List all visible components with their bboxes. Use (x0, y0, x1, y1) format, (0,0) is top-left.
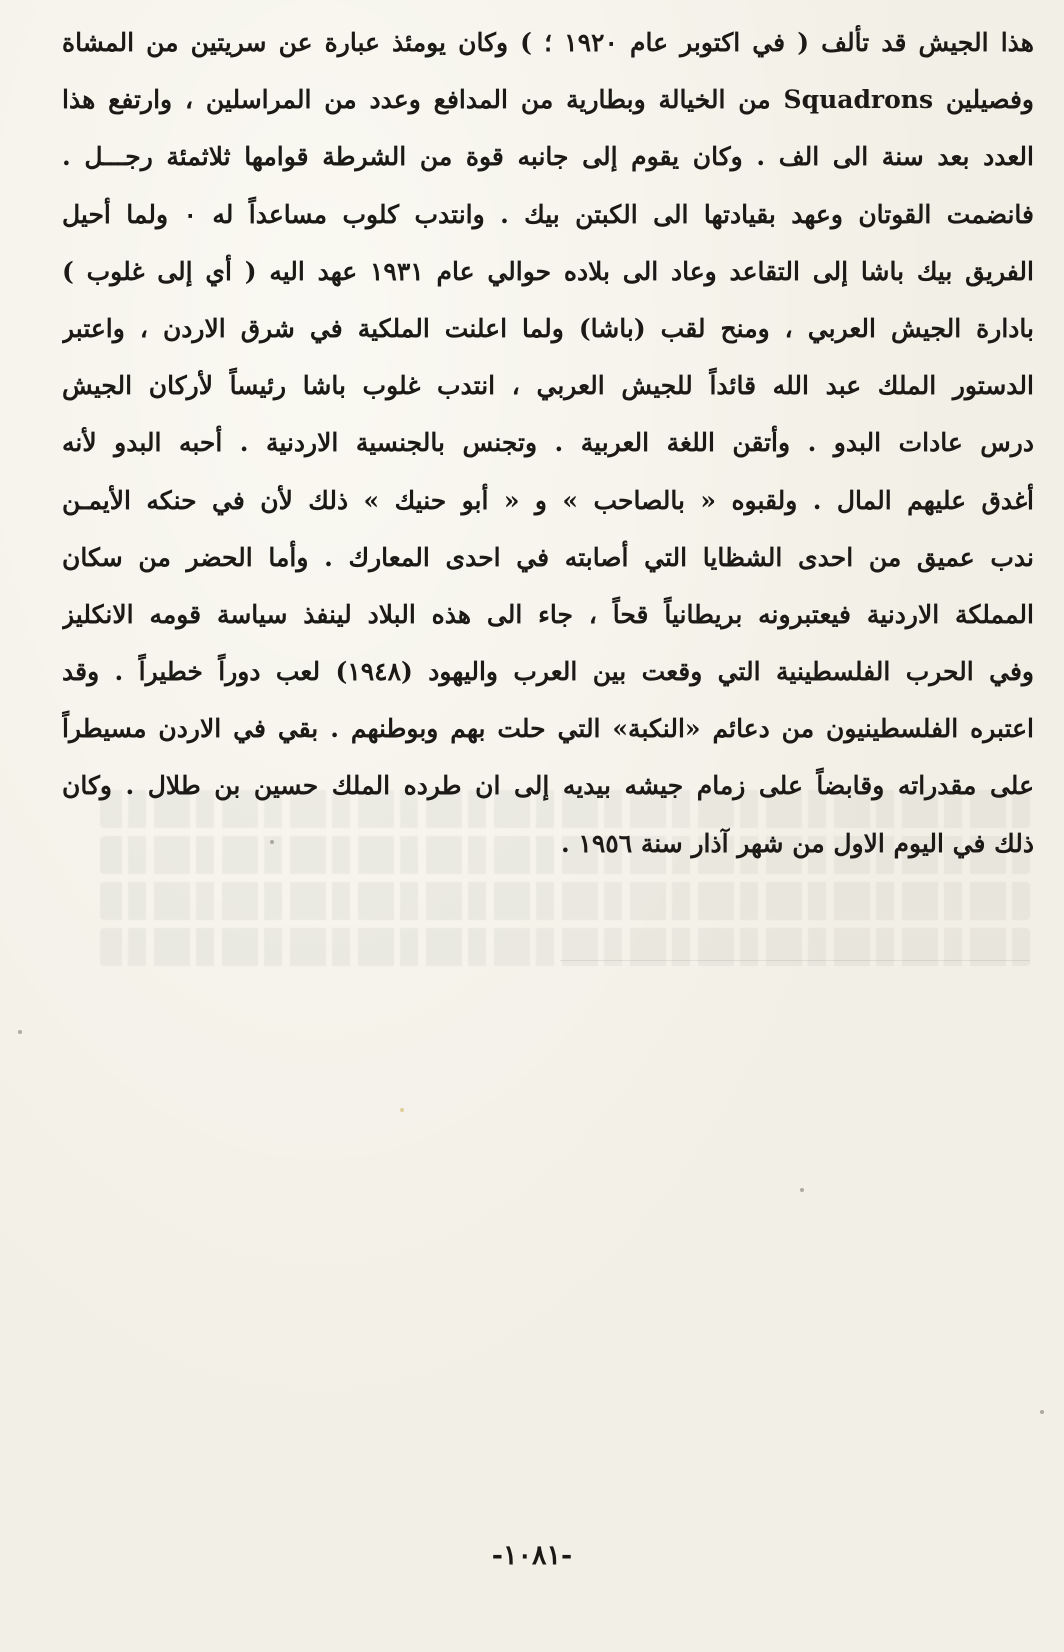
paper-speck (800, 1188, 804, 1192)
text-line: وفصيلين Squadrons من الخيالة وبطارية من المدافع وعدد من المراسلين ، وارتفع هذا (62, 85, 1034, 115)
text-line: وفي الحرب الفلسطينية التي وقعت بين العرب واليهود (١٩٤٨) لعب دوراً خطيراً . وقد (62, 657, 1034, 687)
text-line: أغدق عليهم المال . ولقبوه « بالصاحب » و « أبو حنيك » ذلك لأن في حنكه الأيمـن (62, 485, 1034, 515)
text-line: هذا الجيش قد تألف ( في اكتوبر عام ١٩٢٠ ؛ ) وكان يومئذ عبارة عن سريتين من المشاة (62, 28, 1034, 57)
text-line: على مقدراته وقابضاً على زمام جيشه بيديه إلى ان طرده الملك حسين بن طلال . وكان (62, 771, 1034, 801)
text-line: ندب عميق من احدى الشظايا التي أصابته في احدى المعارك . وأما الحضر من سكان (62, 542, 1034, 572)
show-through-rule (560, 960, 1030, 961)
page-number: -١٠٨١- (491, 1540, 573, 1571)
paper-speck (18, 1030, 22, 1034)
text-line-last: ذلك في اليوم الاول من شهر آذار سنة ١٩٥٦ . (561, 828, 1034, 858)
text-line: بادارة الجيش العربي ، ومنح لقب (باشا) ولما اعلنت الملكية في شرق الاردن ، واعتبر (62, 313, 1034, 343)
text-line: المملكة الاردنية فيعتبرونه بريطانياً قحاً ، جاء الى هذه البلاد لينفذ سياسة قومه الانكليز (62, 599, 1034, 629)
show-through-line (100, 882, 1030, 920)
body-text (62, 14, 1034, 872)
text-line: فانضمت القوتان وعهد بقيادتها الى الكبتن بيك . وانتدب كلوب مساعداً له ٠ ولما أحيل (62, 199, 1034, 229)
paper-speck (1040, 1410, 1044, 1414)
text-line: درس عادات البدو . وأتقن اللغة العربية . وتجنس بالجنسية الاردنية . أحبه البدو لأنه (62, 428, 1034, 458)
text-line: اعتبره الفلسطينيون من دعائم «النكبة» التي حلت بهم وبوطنهم . بقي في الاردن مسيطراً (62, 714, 1034, 744)
text-line: العدد بعد سنة الى الف . وكان يقوم إلى جانبه قوة من الشرطة قوامها ثلاثمئة رجـــل . (62, 142, 1034, 172)
paper-speck (400, 1108, 404, 1112)
text-line: الفريق بيك باشا إلى التقاعد وعاد الى بلاده حوالي عام ١٩٣١ عهد اليه ( أي إلى غلوب ) (62, 256, 1034, 286)
paper-speck (270, 840, 274, 844)
text-line: الدستور الملك عبد الله قائداً للجيش العربي ، انتدب غلوب باشا رئيساً لأركان الجيش (62, 371, 1034, 401)
